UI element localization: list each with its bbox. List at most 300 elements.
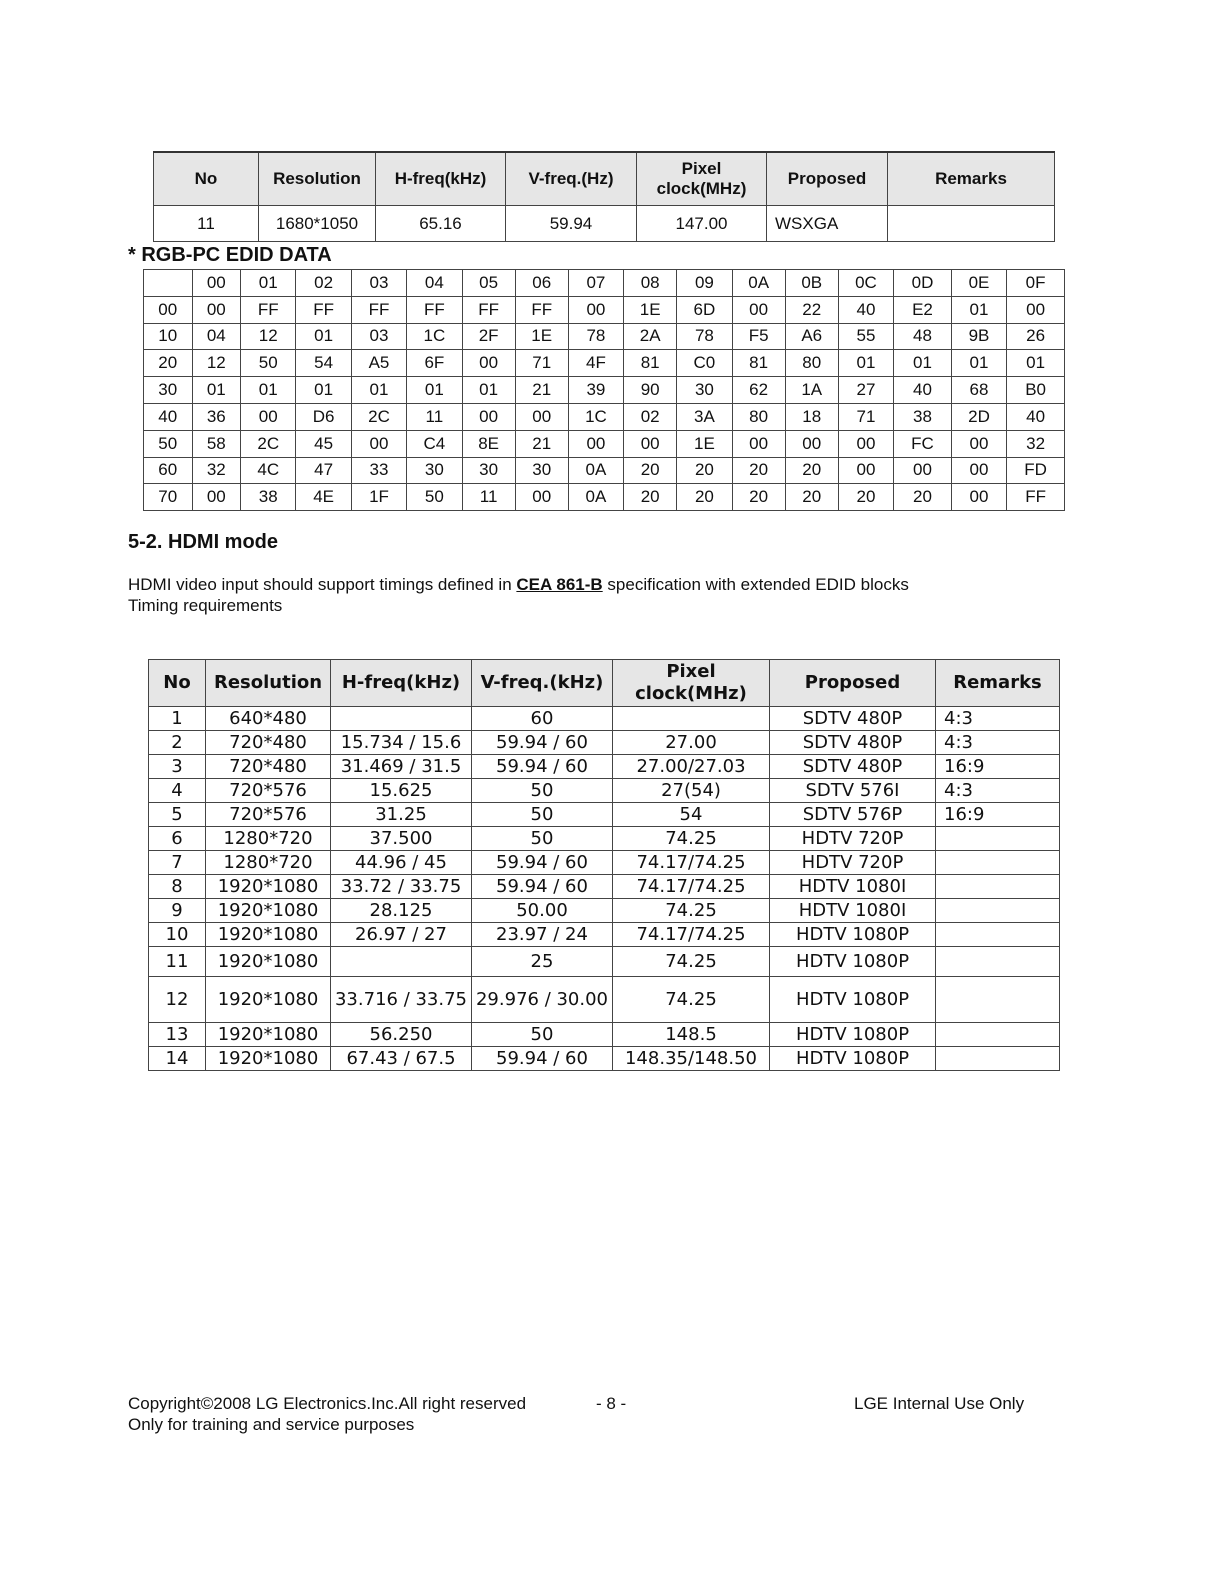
cell: 1280*720 bbox=[206, 827, 331, 851]
table-row bbox=[149, 1047, 1060, 1071]
cell bbox=[331, 707, 472, 731]
col-header: Resolution bbox=[206, 660, 331, 707]
edid-byte: 00 bbox=[568, 296, 623, 323]
edid-byte: 4F bbox=[568, 350, 623, 377]
edid-byte: 45 bbox=[296, 430, 351, 457]
edid-byte: 00 bbox=[241, 403, 296, 430]
cell: 44.96 / 45 bbox=[331, 851, 472, 875]
edid-byte: 2C bbox=[241, 430, 296, 457]
edid-byte: 50 bbox=[241, 350, 296, 377]
col-header: H-freq(kHz) bbox=[376, 152, 506, 206]
edid-data-table bbox=[143, 269, 1065, 511]
edid-byte: 00 bbox=[894, 457, 952, 484]
edid-byte: B0 bbox=[1007, 377, 1065, 404]
edid-row-offset: 40 bbox=[144, 403, 193, 430]
cell: 65.16 bbox=[376, 206, 506, 242]
edid-byte: 00 bbox=[462, 350, 515, 377]
edid-header-row bbox=[144, 270, 1065, 297]
cell: 37.500 bbox=[331, 827, 472, 851]
edid-byte: 01 bbox=[951, 296, 1006, 323]
edid-byte: 00 bbox=[192, 484, 241, 511]
edid-byte: 40 bbox=[838, 296, 893, 323]
edid-byte: 0A bbox=[568, 484, 623, 511]
edid-byte: 33 bbox=[351, 457, 406, 484]
edid-row-offset: 60 bbox=[144, 457, 193, 484]
edid-byte: FF bbox=[241, 296, 296, 323]
edid-byte: 4E bbox=[296, 484, 351, 511]
cell: HDTV 1080P bbox=[770, 1047, 936, 1071]
cell: 5 bbox=[149, 803, 206, 827]
cell bbox=[936, 899, 1060, 923]
cell: HDTV 1080P bbox=[770, 923, 936, 947]
edid-byte: 1E bbox=[624, 296, 677, 323]
edid-byte: 32 bbox=[1007, 430, 1065, 457]
cell: 56.250 bbox=[331, 1023, 472, 1047]
cell: 1920*1080 bbox=[206, 1023, 331, 1047]
cell: 1920*1080 bbox=[206, 899, 331, 923]
edid-byte: 01 bbox=[241, 377, 296, 404]
edid-byte: 81 bbox=[732, 350, 785, 377]
timing-requirements-label: Timing requirements bbox=[128, 596, 283, 615]
edid-byte: 01 bbox=[351, 377, 406, 404]
cell: 59.94 / 60 bbox=[472, 755, 613, 779]
edid-row bbox=[144, 377, 1065, 404]
edid-byte: 36 bbox=[192, 403, 241, 430]
edid-byte: 04 bbox=[192, 323, 241, 350]
edid-byte: 00 bbox=[951, 430, 1006, 457]
edid-byte: FF bbox=[1007, 484, 1065, 511]
cell: 74.25 bbox=[613, 977, 770, 1023]
cell bbox=[936, 827, 1060, 851]
edid-col-header: 0B bbox=[785, 270, 838, 297]
table-row bbox=[149, 731, 1060, 755]
col-header: No bbox=[154, 152, 259, 206]
cell: 27(54) bbox=[613, 779, 770, 803]
cell: 33.72 / 33.75 bbox=[331, 875, 472, 899]
cell: 59.94 bbox=[506, 206, 637, 242]
edid-byte: 8E bbox=[462, 430, 515, 457]
edid-col-header: 02 bbox=[296, 270, 351, 297]
cell: 29.976 / 30.00 bbox=[472, 977, 613, 1023]
edid-byte: 01 bbox=[1007, 350, 1065, 377]
edid-col-header: 07 bbox=[568, 270, 623, 297]
cell: 12 bbox=[149, 977, 206, 1023]
edid-byte: 81 bbox=[624, 350, 677, 377]
cell: 31.469 / 31.5 bbox=[331, 755, 472, 779]
edid-col-header: 08 bbox=[624, 270, 677, 297]
cell bbox=[936, 923, 1060, 947]
edid-byte: 00 bbox=[951, 484, 1006, 511]
edid-row bbox=[144, 403, 1065, 430]
cell: 23.97 / 24 bbox=[472, 923, 613, 947]
edid-row bbox=[144, 430, 1065, 457]
edid-byte: 00 bbox=[838, 457, 893, 484]
edid-byte: 50 bbox=[407, 484, 462, 511]
cea-spec-reference: CEA 861-B bbox=[516, 575, 603, 594]
edid-byte: 1E bbox=[515, 323, 568, 350]
edid-row-offset: 10 bbox=[144, 323, 193, 350]
cell: 50 bbox=[472, 803, 613, 827]
cell: HDTV 1080P bbox=[770, 977, 936, 1023]
edid-byte: 20 bbox=[894, 484, 952, 511]
edid-byte: 01 bbox=[894, 350, 952, 377]
cell bbox=[936, 875, 1060, 899]
edid-byte: 30 bbox=[462, 457, 515, 484]
edid-byte: 21 bbox=[515, 377, 568, 404]
cell bbox=[936, 947, 1060, 977]
table-row bbox=[149, 1023, 1060, 1047]
edid-byte: D6 bbox=[296, 403, 351, 430]
edid-byte: 11 bbox=[462, 484, 515, 511]
cell: 148.5 bbox=[613, 1023, 770, 1047]
hdmi-timing-table bbox=[148, 659, 1060, 1071]
cell: 2 bbox=[149, 731, 206, 755]
cell: 11 bbox=[149, 947, 206, 977]
cell: 50 bbox=[472, 779, 613, 803]
hdmi-body bbox=[149, 707, 1060, 1071]
edid-byte: FF bbox=[515, 296, 568, 323]
cell: WSXGA bbox=[767, 206, 888, 242]
edid-byte: 2F bbox=[462, 323, 515, 350]
cell bbox=[613, 707, 770, 731]
cell: 25 bbox=[472, 947, 613, 977]
cell: 1920*1080 bbox=[206, 1047, 331, 1071]
edid-row-offset: 70 bbox=[144, 484, 193, 511]
cell: 720*576 bbox=[206, 779, 331, 803]
cell: SDTV 576I bbox=[770, 779, 936, 803]
edid-byte: 58 bbox=[192, 430, 241, 457]
cell: HDTV 720P bbox=[770, 851, 936, 875]
hdmi-header-row bbox=[149, 660, 1060, 707]
edid-col-header: 0C bbox=[838, 270, 893, 297]
cell: SDTV 576P bbox=[770, 803, 936, 827]
edid-byte: 2A bbox=[624, 323, 677, 350]
edid-row-offset: 30 bbox=[144, 377, 193, 404]
cell: 74.25 bbox=[613, 827, 770, 851]
edid-byte: 62 bbox=[732, 377, 785, 404]
edid-byte: 27 bbox=[838, 377, 893, 404]
cell: 31.25 bbox=[331, 803, 472, 827]
col-header: Proposed bbox=[770, 660, 936, 707]
table-row bbox=[149, 977, 1060, 1023]
cell: 59.94 / 60 bbox=[472, 851, 613, 875]
cell: 74.17/74.25 bbox=[613, 923, 770, 947]
cell: 67.43 / 67.5 bbox=[331, 1047, 472, 1071]
cell: 4:3 bbox=[936, 707, 1060, 731]
edid-col-header bbox=[144, 270, 193, 297]
edid-byte: 80 bbox=[732, 403, 785, 430]
edid-byte: FF bbox=[462, 296, 515, 323]
edid-byte: 01 bbox=[838, 350, 893, 377]
col-header: Resolution bbox=[259, 152, 376, 206]
edid-byte: 00 bbox=[732, 430, 785, 457]
edid-col-header: 05 bbox=[462, 270, 515, 297]
edid-byte: 00 bbox=[838, 430, 893, 457]
cell: 59.94 / 60 bbox=[472, 1047, 613, 1071]
edid-byte: 01 bbox=[296, 323, 351, 350]
table-row bbox=[149, 923, 1060, 947]
edid-byte: 01 bbox=[296, 377, 351, 404]
edid-byte: 20 bbox=[732, 457, 785, 484]
cell: 16:9 bbox=[936, 803, 1060, 827]
edid-byte: 00 bbox=[785, 430, 838, 457]
edid-col-header: 06 bbox=[515, 270, 568, 297]
edid-section-title: * RGB-PC EDID DATA bbox=[128, 244, 332, 266]
edid-byte: 1A bbox=[785, 377, 838, 404]
cell bbox=[936, 851, 1060, 875]
edid-byte: FF bbox=[351, 296, 406, 323]
edid-byte: 6F bbox=[407, 350, 462, 377]
edid-byte: 00 bbox=[462, 403, 515, 430]
edid-byte: 55 bbox=[838, 323, 893, 350]
edid-byte: 38 bbox=[894, 403, 952, 430]
cell: 8 bbox=[149, 875, 206, 899]
edid-byte: 01 bbox=[462, 377, 515, 404]
footer-training-note: Only for training and service purposes bbox=[128, 1415, 415, 1434]
cell: 1920*1080 bbox=[206, 947, 331, 977]
hdmi-description bbox=[128, 575, 909, 595]
edid-byte: 20 bbox=[838, 484, 893, 511]
table-row bbox=[149, 707, 1060, 731]
cell: 50 bbox=[472, 1023, 613, 1047]
edid-byte: 54 bbox=[296, 350, 351, 377]
edid-byte: 02 bbox=[624, 403, 677, 430]
edid-byte: 71 bbox=[838, 403, 893, 430]
cell: 16:9 bbox=[936, 755, 1060, 779]
cell: 4:3 bbox=[936, 779, 1060, 803]
edid-byte: 1E bbox=[677, 430, 732, 457]
cell: 1920*1080 bbox=[206, 923, 331, 947]
cell: 15.625 bbox=[331, 779, 472, 803]
cell: 4:3 bbox=[936, 731, 1060, 755]
cell: 50 bbox=[472, 827, 613, 851]
edid-byte: 40 bbox=[894, 377, 952, 404]
edid-col-header: 04 bbox=[407, 270, 462, 297]
col-header: V-freq.(Hz) bbox=[506, 152, 637, 206]
cell: 27.00 bbox=[613, 731, 770, 755]
cell: 640*480 bbox=[206, 707, 331, 731]
cell: 26.97 / 27 bbox=[331, 923, 472, 947]
col-header: H-freq(kHz) bbox=[331, 660, 472, 707]
edid-byte: 00 bbox=[732, 296, 785, 323]
table-row bbox=[149, 899, 1060, 923]
edid-byte: 90 bbox=[624, 377, 677, 404]
col-header: V-freq.(kHz) bbox=[472, 660, 613, 707]
cell: 6 bbox=[149, 827, 206, 851]
edid-byte: 00 bbox=[568, 430, 623, 457]
edid-byte: FC bbox=[894, 430, 952, 457]
edid-col-header: 0D bbox=[894, 270, 952, 297]
cell: HDTV 1080I bbox=[770, 899, 936, 923]
edid-byte: 1C bbox=[407, 323, 462, 350]
cell: 720*576 bbox=[206, 803, 331, 827]
edid-byte: 30 bbox=[407, 457, 462, 484]
cell: 3 bbox=[149, 755, 206, 779]
cell: 7 bbox=[149, 851, 206, 875]
cell: 13 bbox=[149, 1023, 206, 1047]
edid-byte: A5 bbox=[351, 350, 406, 377]
cell: 1 bbox=[149, 707, 206, 731]
cell: 11 bbox=[154, 206, 259, 242]
footer-page-number: - 8 - bbox=[596, 1394, 627, 1413]
edid-byte: 71 bbox=[515, 350, 568, 377]
edid-byte: 22 bbox=[785, 296, 838, 323]
edid-byte: 47 bbox=[296, 457, 351, 484]
cell: SDTV 480P bbox=[770, 707, 936, 731]
edid-byte: E2 bbox=[894, 296, 952, 323]
cell: HDTV 720P bbox=[770, 827, 936, 851]
footer-internal-use: LGE Internal Use Only bbox=[854, 1394, 1025, 1413]
cell: HDTV 1080P bbox=[770, 1023, 936, 1047]
cell bbox=[936, 1023, 1060, 1047]
edid-byte: FD bbox=[1007, 457, 1065, 484]
cell: 74.25 bbox=[613, 899, 770, 923]
edid-byte: 38 bbox=[241, 484, 296, 511]
edid-byte: 1C bbox=[568, 403, 623, 430]
hdmi-desc-text-end: specification with extended EDID blocks bbox=[602, 575, 909, 594]
rgb-timing-header-row bbox=[154, 152, 1055, 206]
hdmi-desc-text: HDMI video input should support timings defined in bbox=[128, 575, 517, 594]
edid-col-header: 09 bbox=[677, 270, 732, 297]
edid-byte: 32 bbox=[192, 457, 241, 484]
rgb-timing-table bbox=[153, 151, 1055, 242]
cell: 9 bbox=[149, 899, 206, 923]
edid-byte: 78 bbox=[677, 323, 732, 350]
edid-byte: 40 bbox=[1007, 403, 1065, 430]
cell: 33.716 / 33.75 bbox=[331, 977, 472, 1023]
cell: 74.25 bbox=[613, 947, 770, 977]
table-row bbox=[149, 755, 1060, 779]
edid-byte: FF bbox=[296, 296, 351, 323]
edid-byte: 00 bbox=[351, 430, 406, 457]
edid-col-header: 0A bbox=[732, 270, 785, 297]
cell: 4 bbox=[149, 779, 206, 803]
footer-copyright: Copyright©2008 LG Electronics.Inc.All right reserved bbox=[128, 1394, 527, 1413]
cell: 27.00/27.03 bbox=[613, 755, 770, 779]
edid-byte: 78 bbox=[568, 323, 623, 350]
edid-byte: 20 bbox=[677, 484, 732, 511]
edid-col-header: 0E bbox=[951, 270, 1006, 297]
cell: 1280*720 bbox=[206, 851, 331, 875]
edid-byte: 00 bbox=[192, 296, 241, 323]
edid-byte: 12 bbox=[241, 323, 296, 350]
edid-byte: 00 bbox=[951, 457, 1006, 484]
edid-byte: 0A bbox=[568, 457, 623, 484]
cell: 50.00 bbox=[472, 899, 613, 923]
edid-byte: 12 bbox=[192, 350, 241, 377]
cell: 74.17/74.25 bbox=[613, 851, 770, 875]
edid-byte: 80 bbox=[785, 350, 838, 377]
edid-byte: 11 bbox=[407, 403, 462, 430]
edid-byte: 03 bbox=[351, 323, 406, 350]
col-header: Remarks bbox=[888, 152, 1055, 206]
col-header: Pixel clock(MHz) bbox=[637, 152, 767, 206]
edid-byte: 20 bbox=[785, 484, 838, 511]
cell: 60 bbox=[472, 707, 613, 731]
table-row bbox=[149, 803, 1060, 827]
edid-row bbox=[144, 457, 1065, 484]
edid-byte: A6 bbox=[785, 323, 838, 350]
edid-byte: 20 bbox=[785, 457, 838, 484]
cell: 1920*1080 bbox=[206, 875, 331, 899]
cell: 74.17/74.25 bbox=[613, 875, 770, 899]
cell: 59.94 / 60 bbox=[472, 875, 613, 899]
col-header: Remarks bbox=[936, 660, 1060, 707]
edid-byte: 6D bbox=[677, 296, 732, 323]
edid-body bbox=[144, 296, 1065, 510]
edid-byte: C4 bbox=[407, 430, 462, 457]
col-header: Proposed bbox=[767, 152, 888, 206]
edid-row bbox=[144, 484, 1065, 511]
table-row bbox=[149, 875, 1060, 899]
col-header: No bbox=[149, 660, 206, 707]
edid-byte: 18 bbox=[785, 403, 838, 430]
edid-byte: 20 bbox=[624, 457, 677, 484]
cell: HDTV 1080P bbox=[770, 947, 936, 977]
cell: 1680*1050 bbox=[259, 206, 376, 242]
edid-byte: 01 bbox=[407, 377, 462, 404]
edid-byte: 20 bbox=[677, 457, 732, 484]
cell: HDTV 1080I bbox=[770, 875, 936, 899]
edid-row-offset: 50 bbox=[144, 430, 193, 457]
edid-byte: C0 bbox=[677, 350, 732, 377]
edid-byte: 00 bbox=[515, 484, 568, 511]
edid-byte: 39 bbox=[568, 377, 623, 404]
edid-byte: 21 bbox=[515, 430, 568, 457]
edid-row-offset: 00 bbox=[144, 296, 193, 323]
table-row bbox=[154, 206, 1055, 242]
edid-byte: 48 bbox=[894, 323, 952, 350]
cell: 54 bbox=[613, 803, 770, 827]
cell: 15.734 / 15.6 bbox=[331, 731, 472, 755]
cell: 10 bbox=[149, 923, 206, 947]
cell: 59.94 / 60 bbox=[472, 731, 613, 755]
edid-byte: FF bbox=[407, 296, 462, 323]
cell: 28.125 bbox=[331, 899, 472, 923]
cell bbox=[331, 947, 472, 977]
table-row bbox=[149, 827, 1060, 851]
edid-row bbox=[144, 296, 1065, 323]
edid-byte: 26 bbox=[1007, 323, 1065, 350]
edid-byte: 2D bbox=[951, 403, 1006, 430]
edid-byte: 3A bbox=[677, 403, 732, 430]
table-row bbox=[149, 947, 1060, 977]
cell: 720*480 bbox=[206, 731, 331, 755]
edid-byte: 30 bbox=[677, 377, 732, 404]
edid-row bbox=[144, 323, 1065, 350]
hdmi-section-title: 5-2. HDMI mode bbox=[128, 531, 279, 553]
cell: 720*480 bbox=[206, 755, 331, 779]
edid-byte: 68 bbox=[951, 377, 1006, 404]
edid-byte: 00 bbox=[515, 403, 568, 430]
edid-byte: 00 bbox=[624, 430, 677, 457]
edid-col-header: 0F bbox=[1007, 270, 1065, 297]
edid-row-offset: 20 bbox=[144, 350, 193, 377]
table-row bbox=[149, 851, 1060, 875]
cell: 148.35/148.50 bbox=[613, 1047, 770, 1071]
edid-col-header: 03 bbox=[351, 270, 406, 297]
col-header: Pixel clock(MHz) bbox=[613, 660, 770, 707]
cell: 14 bbox=[149, 1047, 206, 1071]
edid-byte: 00 bbox=[1007, 296, 1065, 323]
edid-col-header: 01 bbox=[241, 270, 296, 297]
edid-byte: 01 bbox=[192, 377, 241, 404]
table-row bbox=[149, 779, 1060, 803]
edid-byte: 4C bbox=[241, 457, 296, 484]
cell: 147.00 bbox=[637, 206, 767, 242]
cell: 1920*1080 bbox=[206, 977, 331, 1023]
cell bbox=[936, 977, 1060, 1023]
